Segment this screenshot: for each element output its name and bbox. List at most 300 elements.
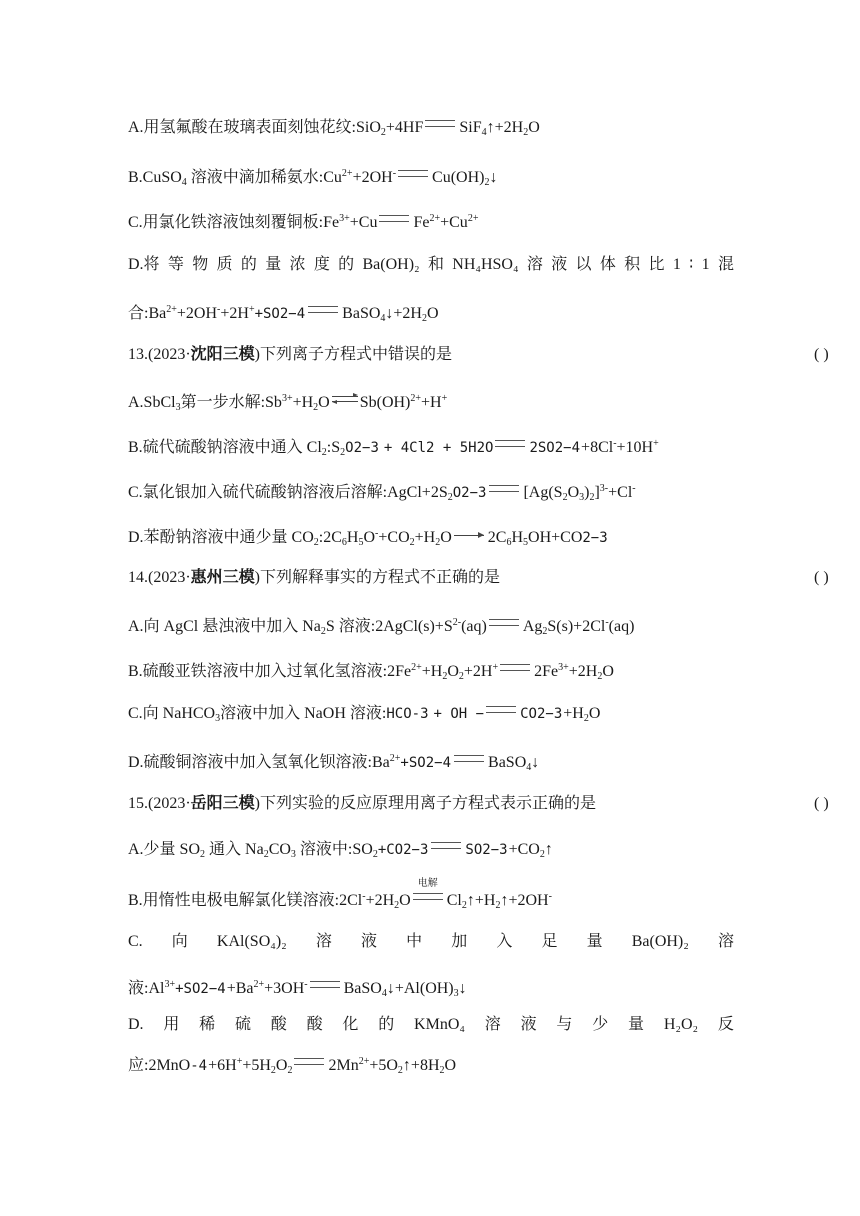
word: 加 <box>451 933 468 950</box>
sub: 4 <box>381 988 387 999</box>
sub: 4 <box>181 177 187 188</box>
q14-stem <box>128 568 829 588</box>
word: D. <box>128 1016 144 1033</box>
sup: - <box>392 168 397 179</box>
text: H <box>346 529 359 546</box>
q13-stem <box>128 345 829 365</box>
q15-option-d-line2 <box>128 1052 734 1081</box>
q15-option-a <box>128 840 734 865</box>
text: ↑+H <box>466 892 496 909</box>
word: Ba(OH)₂ <box>362 256 420 273</box>
sub: 2 <box>435 537 441 548</box>
sup: 2+ <box>467 213 479 224</box>
sub: 4 <box>217 981 226 997</box>
sub: 5 <box>358 537 364 548</box>
text: O <box>318 394 330 411</box>
sup: 2− <box>425 755 443 771</box>
sub: 2 <box>263 849 269 860</box>
text: Sb(OH) <box>359 394 411 411</box>
sub: 2 <box>321 447 327 458</box>
text: +SO <box>254 306 280 322</box>
q13-option-a <box>128 389 734 418</box>
text: +H <box>414 529 436 546</box>
sub: 3 <box>553 706 563 722</box>
sub: 3 <box>215 713 221 724</box>
text: (aq) <box>608 618 635 635</box>
text: :S <box>326 439 341 456</box>
q15-option-c-line1 <box>128 932 734 952</box>
text: C.用氯化铁溶液蚀刻覆铜板:Fe <box>128 214 340 231</box>
equals-sign <box>454 755 484 762</box>
word: D.将 <box>128 256 160 273</box>
word: 足 <box>541 933 558 950</box>
sup: 2− <box>482 842 500 858</box>
q14-option-a <box>128 613 734 642</box>
word: 1 <box>672 256 681 273</box>
word: 的 <box>378 1016 395 1033</box>
sup: 2+ <box>253 979 265 990</box>
sub: 3 <box>290 849 296 860</box>
text: 13.(2023· <box>128 346 191 363</box>
text: Cu(OH) <box>432 169 485 186</box>
word: 体 <box>599 256 616 273</box>
text: O <box>588 705 601 722</box>
word: 质 <box>216 256 233 273</box>
word: 量 <box>628 1016 645 1033</box>
equals-sign <box>294 1058 324 1065</box>
text: 2SO <box>529 440 555 456</box>
text: ↑ <box>544 841 553 858</box>
text: +2H <box>365 892 395 909</box>
equals-sign <box>500 664 530 671</box>
text: +H <box>421 663 443 680</box>
q14-option-d <box>128 749 734 778</box>
sup: 2- <box>452 617 462 628</box>
word: 液 <box>551 256 568 273</box>
sub: 2 <box>539 849 545 860</box>
text: +3OH <box>264 980 305 997</box>
text: +H <box>421 394 442 411</box>
q14-option-b <box>128 658 734 687</box>
text: O <box>426 305 439 322</box>
text: 15.(2023· <box>128 795 191 812</box>
text: D.硫酸铜溶液中加入氢氧化钡溶液:Ba <box>128 754 390 771</box>
sup: 2+ <box>341 168 353 179</box>
text: HCO <box>386 706 412 722</box>
text: 溶液中:SO <box>299 841 373 858</box>
equals-sign <box>398 170 428 177</box>
text: O <box>528 119 540 136</box>
text: H <box>511 529 524 546</box>
word: 混 <box>717 256 734 273</box>
sup: + <box>653 438 659 449</box>
sub: 2 <box>495 900 501 911</box>
text: +CO <box>508 841 540 858</box>
word: 溶 <box>315 933 332 950</box>
sup: 3+ <box>558 662 569 673</box>
answer-blank: ( ) <box>814 569 829 586</box>
sub: 2 <box>523 127 529 138</box>
answer-blank: ( ) <box>814 346 829 363</box>
text: +2OH <box>352 169 393 186</box>
word: 酸 <box>306 1016 323 1033</box>
text: O <box>444 1057 457 1074</box>
sup: 2+ <box>410 393 422 404</box>
sup: 3+ <box>339 213 350 224</box>
sub: 2 <box>340 447 346 458</box>
text: B.用惰性电极电解氯化镁溶液:2Cl <box>128 892 363 909</box>
text: 14.(2023· <box>128 569 191 586</box>
sup: 2− <box>554 440 572 456</box>
q15-option-d-line1 <box>128 1015 734 1035</box>
word: 和 <box>427 256 444 273</box>
word: 以 <box>575 256 592 273</box>
sup: 2− <box>200 981 218 997</box>
equals-sign <box>489 485 519 492</box>
q12-option-d-line2 <box>128 300 734 329</box>
sup: 2+ <box>389 753 401 764</box>
text: +CO <box>378 529 410 546</box>
word: 的 <box>240 256 257 273</box>
text: 2Fe <box>534 663 559 680</box>
word: 溶 <box>484 1016 501 1033</box>
sub: 2 <box>447 492 453 503</box>
text: +6H <box>208 1057 237 1074</box>
text: )下列实验的反应原理用离子方程式表示正确的是 <box>254 795 597 812</box>
text: +4HF <box>385 119 424 136</box>
sup: - <box>605 617 609 628</box>
word: ∶ <box>689 256 694 273</box>
sub: 2 <box>380 127 386 138</box>
text: +8Cl <box>581 439 614 456</box>
source-label: 沈阳三模 <box>190 346 255 363</box>
sub: 4 <box>380 313 386 324</box>
word: 中 <box>406 933 423 950</box>
word: 化 <box>342 1016 359 1033</box>
text: S(s)+2Cl <box>547 618 606 635</box>
sup: 2− <box>403 842 420 858</box>
text: OH+CO <box>528 529 583 546</box>
sub: 6 <box>341 537 347 548</box>
sup: 3+ <box>281 393 293 404</box>
sup: - <box>632 483 636 494</box>
sub: 2 <box>372 849 378 860</box>
text: B.CuSO <box>128 169 182 186</box>
word: 等 <box>167 256 184 273</box>
sub: 2 <box>270 1065 276 1076</box>
text: CO <box>520 706 537 722</box>
sub: 2 <box>320 626 326 637</box>
sup: - <box>362 891 366 902</box>
sup: - <box>217 304 221 315</box>
sub: 2 <box>484 177 490 188</box>
electrolysis-equals-sign <box>413 878 443 900</box>
text: +SO <box>400 755 426 771</box>
sub: 2 <box>421 313 427 324</box>
text: CO <box>268 841 291 858</box>
text: +5H <box>242 1057 271 1074</box>
text: ↑+2H <box>486 119 524 136</box>
text: BaSO <box>343 980 382 997</box>
reaction-arrow <box>454 532 484 538</box>
text: +Cl <box>608 484 633 501</box>
equals-sign <box>310 981 340 988</box>
text: D.苯酚钠溶液中通少量 CO <box>128 529 314 546</box>
sup: 2+ <box>429 213 441 224</box>
text: Fe <box>413 214 430 231</box>
text: +2H <box>463 663 493 680</box>
sub: 3 <box>579 492 585 503</box>
text: BaSO <box>342 305 381 322</box>
q14-option-c <box>128 704 734 729</box>
sub: 2 <box>409 537 415 548</box>
sub: 2 <box>461 900 467 911</box>
q12-option-b <box>128 164 734 193</box>
sub: 2 <box>439 1065 445 1076</box>
text: SO <box>465 842 483 858</box>
word: 浓 <box>289 256 306 273</box>
sup: 2+ <box>166 304 177 315</box>
text: [Ag(S <box>523 484 563 501</box>
text: +Cu <box>440 214 468 231</box>
sub: 4 <box>296 306 306 322</box>
sub: 3 <box>499 842 508 858</box>
word: 积 <box>624 256 641 273</box>
word: 入 <box>496 933 513 950</box>
text: ↑+8H <box>402 1057 440 1074</box>
word: NH₄HSO₄ <box>452 256 519 273</box>
sub: 2 <box>562 492 568 503</box>
sub: 4 <box>526 762 532 773</box>
text: +H <box>292 394 314 411</box>
sub: 3 <box>370 440 379 456</box>
text: 合:Ba <box>128 305 167 322</box>
word: 酸 <box>270 1016 287 1033</box>
sub: 2 <box>313 537 319 548</box>
text: A.SbCl <box>128 394 176 411</box>
word: 度 <box>313 256 330 273</box>
text: 液:Al <box>128 980 165 997</box>
text: )下列离子方程式中错误的是 <box>254 346 453 363</box>
text: O <box>567 484 580 501</box>
sub: 4 <box>571 440 581 456</box>
sub: 4 <box>481 127 487 138</box>
sup: 3- <box>599 483 609 494</box>
equals-sign <box>489 619 519 626</box>
text: O <box>602 663 614 680</box>
text: +10H <box>616 439 654 456</box>
text: 通入 Na <box>209 841 264 858</box>
text: O <box>440 529 452 546</box>
text: ) <box>584 484 590 501</box>
sup: - <box>613 438 617 449</box>
text: C.氯化银加入硫代硫酸钠溶液后溶解:AgCl+2S <box>128 484 448 501</box>
text: ↑+2OH <box>500 892 549 909</box>
text: A.少量 SO <box>128 841 201 858</box>
equals-sign <box>495 440 525 447</box>
text: 应:2MnO <box>128 1057 191 1074</box>
sub: 3 <box>478 485 487 501</box>
text: +CO <box>377 842 404 858</box>
text: +Ba <box>226 980 254 997</box>
text: 第一步水解:Sb <box>180 394 282 411</box>
text: Ag <box>522 618 543 635</box>
text: C.向 NaHCO <box>128 705 216 722</box>
word: KAl(SO₄)₂ <box>216 933 287 950</box>
q13-option-c <box>128 479 734 508</box>
word: 稀 <box>199 1016 216 1033</box>
word: 溶 <box>526 256 543 273</box>
text: +2H <box>220 305 249 322</box>
sub: 2 <box>287 1065 293 1076</box>
text: B.硫代硫酸钠溶液中通入 Cl <box>128 439 322 456</box>
sub: 3 <box>453 988 459 999</box>
text: +2OH <box>176 305 218 322</box>
sub: 2 <box>458 671 464 682</box>
word: C. <box>128 933 143 950</box>
source-label: 岳阳三模 <box>190 795 255 812</box>
word: 比 <box>648 256 665 273</box>
sub: 4 <box>198 1058 208 1074</box>
sup: 2− <box>353 440 371 456</box>
source-label: 惠州三模 <box>190 569 255 586</box>
sub: 2 <box>313 402 319 413</box>
sup: 2− <box>536 706 554 722</box>
text: ↓ <box>458 980 467 997</box>
word: 量 <box>265 256 282 273</box>
text: (aq) <box>461 618 487 635</box>
text: B.硫酸亚铁溶液中加入过氧化氢溶液:2Fe <box>128 663 412 680</box>
sup: 2− <box>582 530 600 546</box>
sup: 2+ <box>358 1056 370 1067</box>
text: ↓+Al(OH) <box>386 980 454 997</box>
word: H₂O₂ <box>663 1016 699 1033</box>
equals-sign <box>431 842 461 849</box>
text: O <box>399 892 411 909</box>
text: 2Mn <box>328 1057 359 1074</box>
word: 溶 <box>717 933 734 950</box>
sup: - <box>190 1058 199 1074</box>
q15-option-b <box>128 878 734 916</box>
q12-option-c <box>128 209 734 233</box>
text: O <box>275 1057 288 1074</box>
text: SiF <box>459 119 482 136</box>
word: 用 <box>163 1016 180 1033</box>
sup: + <box>492 662 499 673</box>
text: +H <box>563 705 584 722</box>
word: 量 <box>586 933 603 950</box>
text: S 溶液:2AgCl(s)+S <box>325 618 453 635</box>
q15-stem <box>128 794 829 814</box>
word: 液 <box>520 1016 537 1033</box>
sub: 3 <box>175 402 181 413</box>
text: A.向 AgCl 悬浊液中加入 Na <box>128 618 321 635</box>
sub: 3 <box>419 842 429 858</box>
word: KMnO₄ <box>414 1016 465 1033</box>
text: Cl <box>446 892 462 909</box>
word: 硫 <box>234 1016 251 1033</box>
sup: 2− <box>461 485 479 501</box>
sup: - <box>304 979 308 990</box>
sup: - <box>375 528 379 539</box>
text: + 4Cl2 + 5H2O <box>383 440 494 456</box>
sup: 3+ <box>164 979 176 990</box>
q13-option-d <box>128 524 734 553</box>
text: 溶液中滴加稀氨水:Cu <box>190 169 342 186</box>
text: +5O <box>369 1057 398 1074</box>
sub: 2 <box>597 671 603 682</box>
word: 少 <box>592 1016 609 1033</box>
word: 反 <box>717 1016 734 1033</box>
equals-sign <box>425 120 455 127</box>
sub: 2 <box>200 849 206 860</box>
q12-option-d-line1 <box>128 255 734 275</box>
text: :2C <box>318 529 342 546</box>
sub: 2 <box>442 671 448 682</box>
sup: + <box>441 393 448 404</box>
sub: 2 <box>542 626 548 637</box>
text: ↓ <box>531 754 540 771</box>
text: ] <box>594 484 600 501</box>
answer-blank: ( ) <box>814 795 829 812</box>
text: 溶液中加入 NaOH 溶液: <box>220 705 387 722</box>
text: +2H <box>568 663 598 680</box>
sup: 2− <box>279 306 297 322</box>
sub: 6 <box>506 537 512 548</box>
word: 的 <box>338 256 355 273</box>
text: O <box>363 529 376 546</box>
sub: 2 <box>394 900 400 911</box>
equals-sign <box>379 215 409 222</box>
sup: + <box>248 304 255 315</box>
text: + OH − <box>433 706 485 722</box>
equals-sign <box>308 306 338 313</box>
text: +SO <box>175 981 201 997</box>
sub: 2 <box>397 1065 403 1076</box>
word: 液 <box>360 933 377 950</box>
sub: 4 <box>442 755 452 771</box>
word: 1 <box>701 256 710 273</box>
q15-option-c-line2 <box>128 975 734 1004</box>
q13-option-b <box>128 434 734 463</box>
equals-sign <box>486 706 516 713</box>
sup: 2+ <box>411 662 422 673</box>
text: BaSO <box>488 754 527 771</box>
sub: 3 <box>420 706 429 722</box>
sup: + <box>236 1056 243 1067</box>
text: O <box>345 440 354 456</box>
q12-option-a <box>128 118 734 143</box>
word: 向 <box>171 933 188 950</box>
sub: 2 <box>589 492 595 503</box>
text: +Cu <box>349 214 378 231</box>
text: A.用氢氟酸在玻璃表面刻蚀花纹:SiO <box>128 119 381 136</box>
sub: 3 <box>599 530 608 546</box>
text: )下列解释事实的方程式不正确的是 <box>254 569 501 586</box>
word: 与 <box>556 1016 573 1033</box>
text: 2C <box>487 529 507 546</box>
text: O <box>447 663 459 680</box>
sup: - <box>548 891 552 902</box>
text: ↓ <box>489 169 498 186</box>
text: ↓+2H <box>385 305 422 322</box>
sup: - <box>411 706 421 722</box>
text: O <box>452 485 462 501</box>
sub: 5 <box>523 537 529 548</box>
word: Ba(OH)₂ <box>631 933 689 950</box>
electrolysis-condition: 电解 <box>417 878 438 889</box>
sub: 2 <box>583 713 589 724</box>
